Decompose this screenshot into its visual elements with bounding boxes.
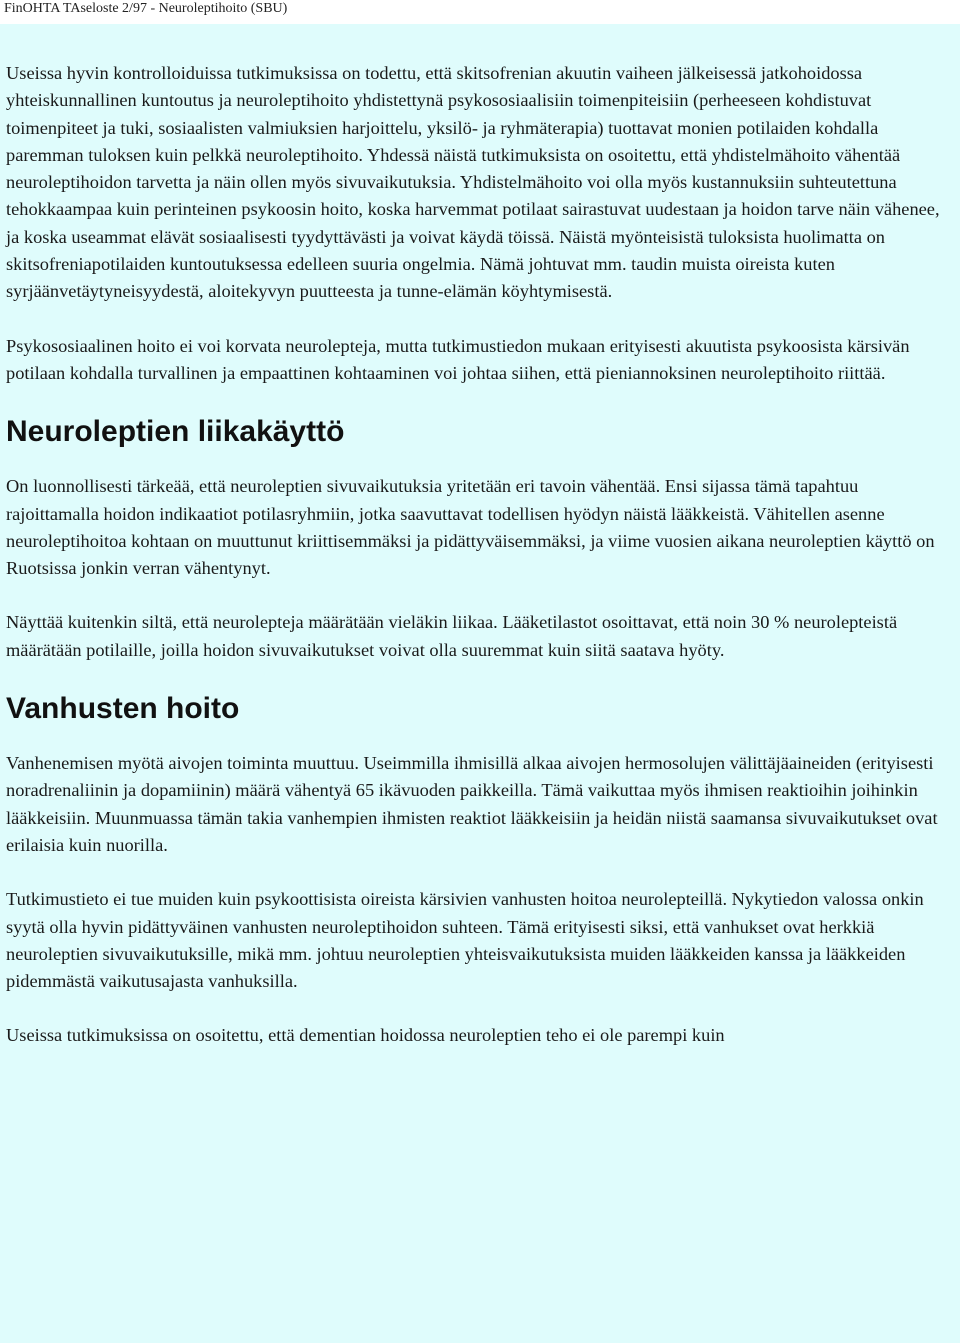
paragraph-psychosocial-care: Psykososiaalinen hoito ei voi korvata neurolepteja, mutta tutkimustiedon mukaan erityisesti akuutista psykoosista kärsivän potilaan kohdalla turvallinen ja empaattinen kohtaaminen voi johtaa siihen, että pieniannoksinen neuroleptihoito riittää. [6,335,910,383]
document-body [0,24,960,1343]
paragraph-aging-brain: Vanhenemisen myötä aivojen toiminta muuttuu. Useimmilla ihmisillä alkaa aivojen hermosolujen välittäjäaineiden (erityisesti noradrenaliinin ja dopamiinin) määrä vähentyä 65 ikävuoden paikkeilla. Tämä vaikuttaa myös ihmisen reaktioihin joihinkin lääkkeisiin. Muunmuassa tämän takia vanhempien ihmisten reaktiot lääkkeisiin ja heidän niistä saamansa sivuvaikutukset ovat erilaisia kuin nuorilla. [6,753,938,855]
paragraph-overprescription: Näyttää kuitenkin siltä, että neurolepteja määrätään vieläkin liikaa. Lääketilastot osoittavat, että noin 30 % neurolepteistä määrätään potilaille, joilla hoidon sivuvaikutukset voivat olla suuremmat kuin siitä saatava hyöty. [6,612,898,660]
paragraph-elderly-neuroleptics: Tutkimustieto ei tue muiden kuin psykoottisista oireista kärsivien vanhusten hoitoa neurolepteillä. Nykytiedon valossa onkin syytä olla hyvin pidättyväinen vanhusten neuroleptihoidon suhteen. Tämä erityisesti siksi, että vanhukset ovat herkkiä neuroleptien sivuvaikutuksille, mikä mm. johtuu neuroleptien yhteisvaikutuksista muiden lääkkeiden kanssa ja lääkkeiden pidemmästä vaikutusajasta vanhuksilla. [6,889,924,992]
heading-neuroleptic-overuse: Neuroleptien liikakäyttö [6,415,345,449]
paragraph-schizophrenia-rehab: Useissa hyvin kontrolloiduissa tutkimuksissa on todettu, että skitsofrenian akuutin vaiheen jälkeisessä jatkohoidossa yhteiskunnallinen kuntoutus ja neuroleptihoito yhdistettynä psykososiaalisiin toimenpiteisiin (perheeseen kohdistuvat toimenpiteet ja tuki, sosiaalisten valmiuksien harjoittelu, yksilö- ja ryhmäterapia) tuottavat monien potilaiden kohdalla paremman tuloksen kuin pelkkä neuroleptihoito. Yhdessä näistä tutkimuksista on osoitettu, että yhdistelmähoito vähentää neuroleptihoidon tarvetta ja näin ollen myös sivuvaikutuksia. Yhdistelmähoito voi olla myös kustannuksiin suhteutettuna tehokkaampaa kuin perinteinen psykoosin hoito, koska harvemmat potilaat sairastuvat uudestaan ja hoidon tarve näin vähenee, ja koska useammat elävät sosiaalisesti tyydyttävästi ja voivat käydä töissä. Näistä myönteisistä tuloksista huolimatta on skitsofreniapotilaiden kuntoutuksessa edelleen suuria ongelmia. Nämä johtuvat mm. taudin muista oireista kuten syrjäänvetäytyneisyydestä, aloitekyvyn puutteesta ja tunne-elämän köyhtymisestä. [6,63,940,302]
heading-elderly-care: Vanhusten hoito [6,692,240,726]
paragraph-side-effect-reduction: On luonnollisesti tärkeää, että neuroleptien sivuvaikutuksia yritetään eri tavoin vähentää. Ensi sijassa tämä tapahtuu rajoittamalla hoidon indikaatiot potilasryhmiin, jotka saavuttavat todellisen hyödyn näistä lääkkeistä. Vähitellen asenne neuroleptihoitoa kohtaan on muuttunut kriittisemmäksi ja pidättyväisemmäksi, ja viime vuosien aikana neuroleptien käyttö on Ruotsissa jonkin verran vähentynyt. [6,476,935,579]
page-header-title: FinOHTA TAseloste 2/97 - Neuroleptihoito (SBU) [4,1,288,16]
paragraph-dementia-studies: Useissa tutkimuksissa on osoitettu, että dementian hoidossa neuroleptien teho ei ole parempi kuin [6,1025,725,1046]
